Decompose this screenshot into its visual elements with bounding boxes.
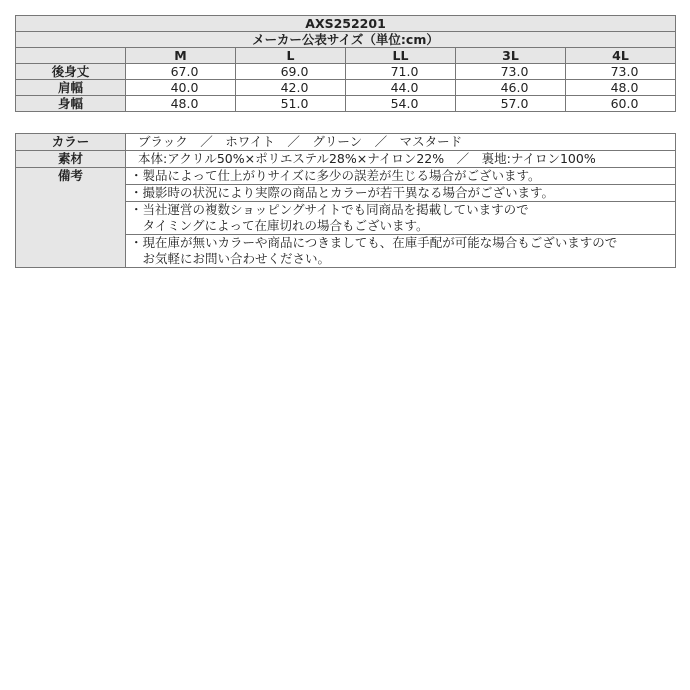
table-cell: 60.0 xyxy=(566,96,676,112)
note-line: タイミングによって在庫切れの場合もございます。 xyxy=(130,218,429,233)
table-cell: 44.0 xyxy=(346,80,456,96)
note-line: ・製品によって仕上がりサイズに多少の誤差が生じる場合がございます。 xyxy=(130,168,541,183)
notes-row xyxy=(16,168,676,185)
table-cell: 48.0 xyxy=(566,80,676,96)
size-header-4l: 4L xyxy=(566,48,676,64)
size-header-blank xyxy=(16,48,126,64)
size-table-subtitle: メーカー公表サイズ（単位:cm） xyxy=(16,32,676,48)
table-row xyxy=(16,80,676,96)
table-row xyxy=(16,96,676,112)
note-item xyxy=(126,235,676,268)
table-cell: 40.0 xyxy=(126,80,236,96)
table-cell: 51.0 xyxy=(236,96,346,112)
table-cell: 54.0 xyxy=(346,96,456,112)
table-cell: 71.0 xyxy=(346,64,456,80)
notes-label: 備考 xyxy=(16,168,126,268)
material-value: 本体:アクリル50%×ポリエステル28%×ナイロン22% ／ 裏地:ナイロン100% xyxy=(126,151,676,168)
size-header-3l: 3L xyxy=(456,48,566,64)
note-line: ・撮影時の状況により実際の商品とカラーが若干異なる場合がございます。 xyxy=(130,185,555,200)
row-label-back-length: 後身丈 xyxy=(16,64,126,80)
size-header-row xyxy=(16,48,676,64)
table-cell: 48.0 xyxy=(126,96,236,112)
table-cell: 42.0 xyxy=(236,80,346,96)
size-header-l: L xyxy=(236,48,346,64)
note-line: ・当社運営の複数ショッピングサイトでも同商品を掲載していますので xyxy=(130,202,529,217)
table-cell: 57.0 xyxy=(456,96,566,112)
size-header-ll: LL xyxy=(346,48,456,64)
note-line: ・現在庫が無いカラーや商品につきましても、在庫手配が可能な場合もございますので xyxy=(130,235,618,250)
size-table xyxy=(15,15,676,112)
note-item xyxy=(126,168,676,185)
product-code: AXS252201 xyxy=(16,16,676,32)
note-item xyxy=(126,185,676,202)
note-line: お気軽にお問い合わせください。 xyxy=(130,251,331,266)
material-row xyxy=(16,151,676,168)
size-header-m: M xyxy=(126,48,236,64)
color-value: ブラック ／ ホワイト ／ グリーン ／ マスタード xyxy=(126,134,676,151)
note-item xyxy=(126,202,676,235)
table-cell: 46.0 xyxy=(456,80,566,96)
row-label-body-width: 身幅 xyxy=(16,96,126,112)
color-row xyxy=(16,134,676,151)
table-cell: 73.0 xyxy=(566,64,676,80)
color-label: カラー xyxy=(16,134,126,151)
material-label: 素材 xyxy=(16,151,126,168)
info-table xyxy=(15,133,676,268)
table-row xyxy=(16,64,676,80)
table-cell: 73.0 xyxy=(456,64,566,80)
table-cell: 67.0 xyxy=(126,64,236,80)
row-label-shoulder-width: 肩幅 xyxy=(16,80,126,96)
table-cell: 69.0 xyxy=(236,64,346,80)
